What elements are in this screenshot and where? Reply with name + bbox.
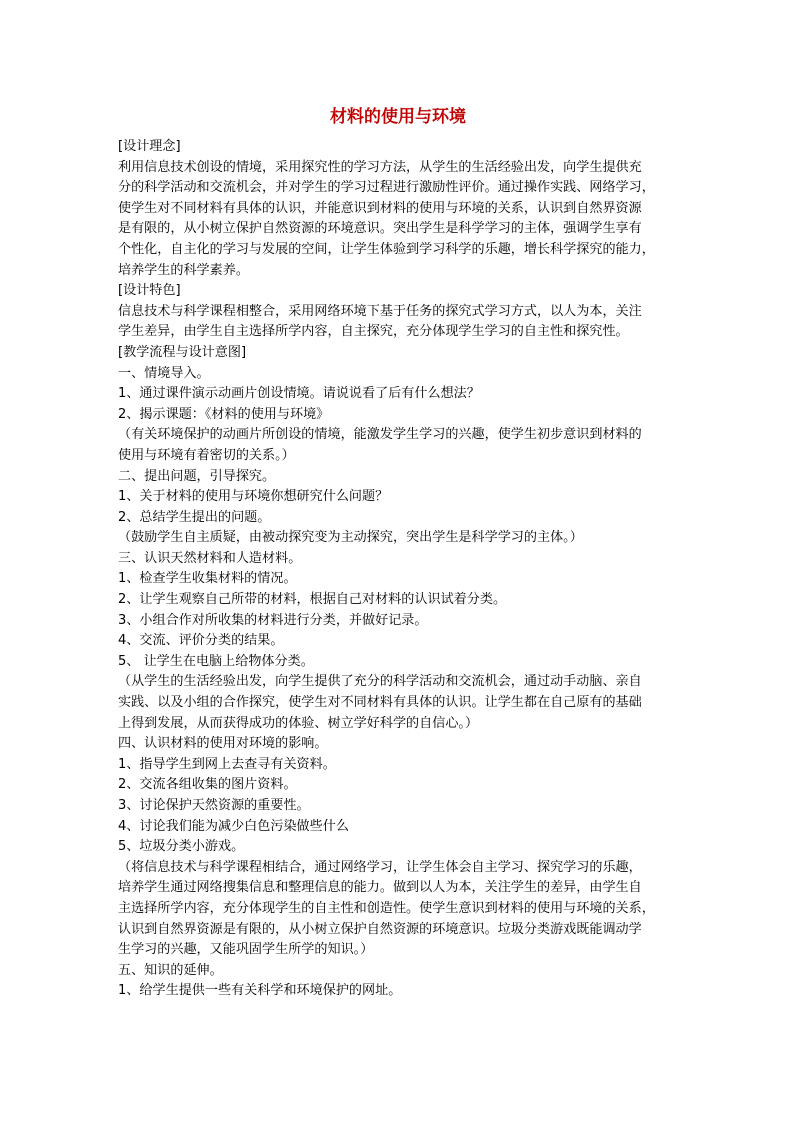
text-line: 1、给学生提供一些有关科学和环境保护的网址。 xyxy=(118,983,402,999)
text-line: 4、交流、评价分类的结果。 xyxy=(118,633,284,649)
text-line: 1、关于材料的使用与环境你想研究什么问题？ xyxy=(118,489,389,505)
text-line: （鼓励学生自主质疑，由被动探究变为主动探究，突出学生是科学学习的主体。） xyxy=(118,530,583,546)
text-line: 2、总结学生提出的问题。 xyxy=(118,509,271,525)
text-line: 上得到发展，从而获得成功的体验、树立学好科学的自信心。） xyxy=(118,715,479,731)
text-line: [设计理念] xyxy=(118,139,181,154)
text-line: 一、情境导入。 xyxy=(118,365,210,381)
text-line: 使学生对不同材料有具体的认识，并能意识到材料的使用与环境的关系，认识到自然界资源 xyxy=(118,200,642,216)
text-line: 培养学生的科学素养。 xyxy=(118,262,249,278)
text-line: 个性化，自主化的学习与发展的空间，让学生体验到学习科学的乐趣，增长科学探究的能力， xyxy=(118,241,655,257)
text-line: [教学流程与设计意图] xyxy=(118,344,247,360)
text-line: 学生差异，由学生自主选择所学内容，自主探究，充分体现学生学习的自主性和探究性。 xyxy=(118,324,629,340)
text-line: 1、通过课件演示动画片创设情境。请说说看了后有什么想法？ xyxy=(118,386,480,402)
text-line: 5、垃圾分类小游戏。 xyxy=(118,839,245,855)
text-line: 实践、以及小组的合作探究，使学生对不同材料有具体的认识。让学生都在自己原有的基础 xyxy=(118,695,642,711)
document-page xyxy=(118,104,678,1002)
text-line: 四、认识材料的使用对环境的影响。 xyxy=(118,736,328,752)
document-title: 材料的使用与环境 xyxy=(330,107,466,127)
text-line: 2、揭示课题：《材料的使用与环境》 xyxy=(118,406,330,422)
text-line: 1、指导学生到网上去查寻有关资料。 xyxy=(118,756,336,772)
text-line: 认识到自然界资源是有限的，从小树立保护自然资源的环境意识。垃圾分类游戏既能调动学 xyxy=(118,921,642,937)
text-line: 五、知识的延伸。 xyxy=(118,962,223,978)
text-line: 二、提出问题，引导探究。 xyxy=(118,468,276,484)
text-line: 三、认识天然材料和人造材料。 xyxy=(118,550,302,566)
text-line: （将信息技术与科学课程相结合，通过网络学习，让学生体会自主学习、探究学习的乐趣， xyxy=(118,859,642,875)
text-line: （从学生的生活经验出发，向学生提供了充分的科学活动和交流机会，通过动手动脑、亲自 xyxy=(118,674,642,690)
text-line: 2、交流各组收集的图片资料。 xyxy=(118,777,297,793)
text-line: 分的科学活动和交流机会，并对学生的学习过程进行激励性评价。通过操作实践、网络学习， xyxy=(118,180,655,196)
text-line: 5、 让学生在电脑上给物体分类。 xyxy=(118,653,314,669)
document-body xyxy=(118,137,678,1002)
text-line: [设计特色] xyxy=(118,283,181,299)
text-line: 1、检查学生收集材料的情况。 xyxy=(118,571,297,587)
text-line: 利用信息技术创设的情境，采用探究性的学习方法，从学生的生活经验出发，向学生提供充 xyxy=(118,159,642,175)
text-line: 是有限的，从小树立保护自然资源的环境意识。突出学生是科学学习的主体，强调学生享有 xyxy=(118,221,642,237)
text-line: （有关环境保护的动画片所创设的情境，能激发学生学习的兴趣，使学生初步意识到材料的 xyxy=(118,427,642,443)
text-line: 3、讨论保护天然资源的重要性。 xyxy=(118,798,310,813)
text-line: 生学习的兴趣，又能巩固学生所学的知识。） xyxy=(118,942,374,958)
text-line: 主选择所学内容，充分体现学生的自主性和创造性。使学生意识到材料的使用与环境的关系， xyxy=(118,900,655,916)
text-line: 4、讨论我们能为减少白色污染做些什么 xyxy=(118,818,349,834)
text-line: 2、让学生观察自己所带的材料，根据自己对材料的认识试着分类。 xyxy=(118,592,507,608)
text-line: 3、小组合作对所收集的材料进行分类，并做好记录。 xyxy=(118,612,428,628)
text-line: 使用与环境有着密切的关系。） xyxy=(118,447,295,463)
text-line: 信息技术与科学课程相整合，采用网络环境下基于任务的探究式学习方式，以人为本，关注 xyxy=(118,303,642,319)
text-line: 培养学生通过网络搜集信息和整理信息的能力。做到以人为本，关注学生的差异，由学生自 xyxy=(118,880,642,896)
